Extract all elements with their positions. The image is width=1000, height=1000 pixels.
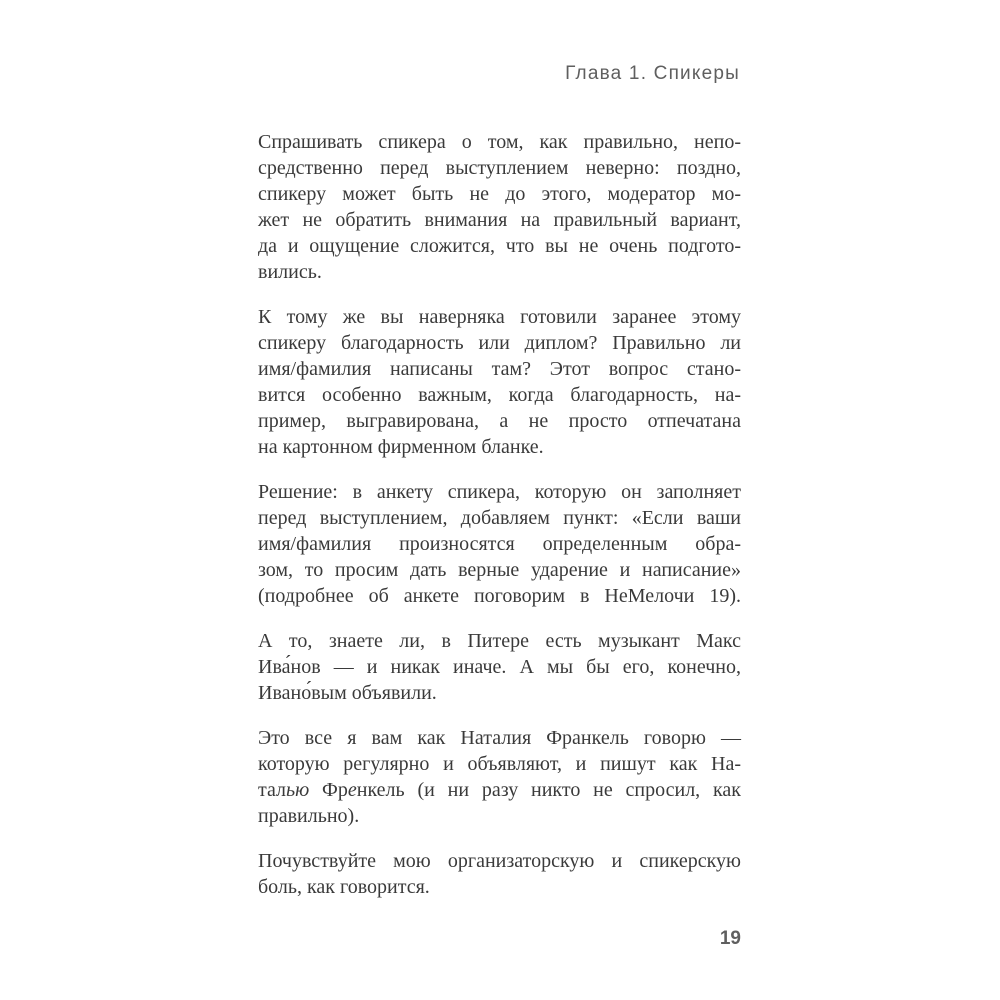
text-line: Ивано́вым объявили. <box>258 682 437 704</box>
text-line: спикеру может быть не до этого, модератор мо- <box>258 183 741 205</box>
text-line: К тому же вы наверняка готовили заранее этому <box>258 306 741 328</box>
text-line: боль, как говорится. <box>258 876 430 898</box>
text-line: пример, выгравирована, а не просто отпечатана <box>258 410 741 432</box>
text-line: жет не обратить внимания на правильный вариант, <box>258 209 741 231</box>
paragraph <box>258 129 741 285</box>
text-line: Решение: в анкету спикера, которую он заполняет <box>258 481 741 503</box>
text-line: которую регулярно и объявляют, и пишут как На- <box>258 753 741 775</box>
text-line: средственно перед выступлением неверно: поздно, <box>258 157 741 179</box>
text-line: Почувствуйте мою организаторскую и спикерскую <box>258 850 741 872</box>
text-line: да и ощущение сложится, что вы не очень подгото- <box>258 235 741 257</box>
text-line: на картонном фирменном бланке. <box>258 436 544 458</box>
text-line: А то, знаете ли, в Питере есть музыкант Макс <box>258 630 741 652</box>
text-line: Ива́нов — и никак иначе. А мы бы его, конечно, <box>258 656 741 678</box>
text-line: Спрашивать спикера о том, как правильно, непо- <box>258 131 741 153</box>
paragraph <box>258 304 741 460</box>
text-line: (подробнее об анкете поговорим в НеМелочи 19). <box>258 585 741 607</box>
text-line: зом, то просим дать верные ударение и написание» <box>258 559 741 581</box>
running-head-chapter-title: Глава 1. Спикеры <box>565 63 740 84</box>
text-line: спикеру благодарность или диплом? Правильно ли <box>258 332 741 354</box>
body-text <box>258 129 741 919</box>
text-line: вится особенно важным, когда благодарность, на- <box>258 384 741 406</box>
paragraph <box>258 479 741 609</box>
paragraph <box>258 725 741 829</box>
text-line: перед выступлением, добавляем пункт: «Если ваши <box>258 507 741 529</box>
text-line: правильно). <box>258 805 360 827</box>
text-line: имя/фамилия написаны там? Этот вопрос стано- <box>258 358 741 380</box>
page-number: 19 <box>719 928 741 949</box>
paragraph <box>258 848 741 900</box>
text-line: вились. <box>258 261 322 283</box>
text-line: талью Френкель (и ни разу никто не спросил, как <box>258 779 741 801</box>
paragraph <box>258 628 741 706</box>
text-line: имя/фамилия произносятся определенным обра- <box>258 533 741 555</box>
text-line: Это все я вам как Наталия Франкель говорю — <box>258 727 741 749</box>
